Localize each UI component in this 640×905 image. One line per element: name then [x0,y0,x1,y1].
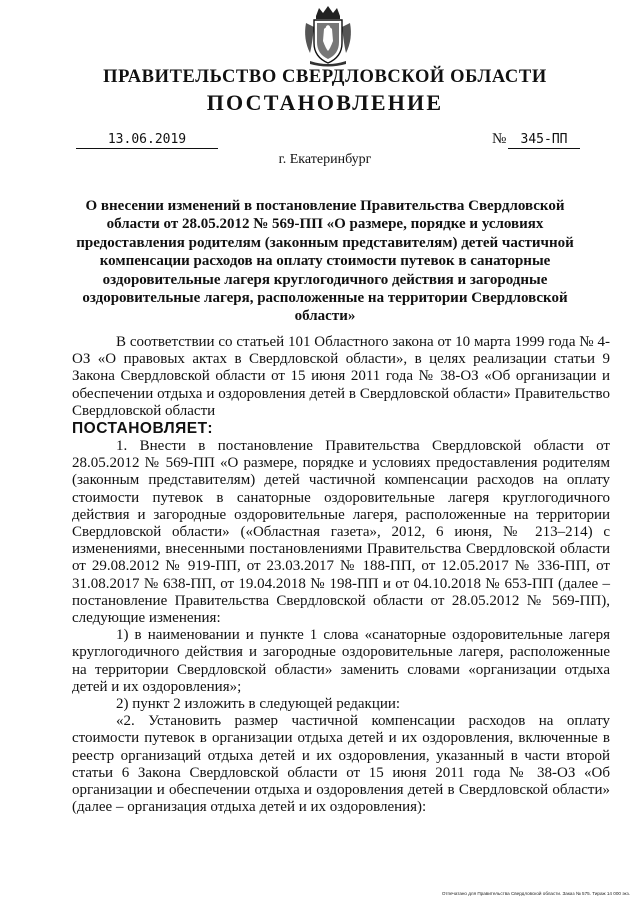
item-1-1-paragraph: 1) в наименовании и пункте 1 слова «санаторные оздоровительные лагеря круглогодичного действия и загородные оздоровительные лагеря, расположенные на территории Свердловской области» заменить словами «организации отдыха детей и их оздоровления»; [72,627,610,695]
document-type: ПОСТАНОВЛЕНИЕ [206,90,444,115]
document-body [72,334,610,816]
document-date: 13.06.2019 [76,132,218,149]
print-footer: Отпечатано для Правительства Свердловской области. Заказ № 575. Тираж 14 000 экз. [441,891,630,896]
government-title: ПРАВИТЕЛЬСТВО СВЕРДЛОВСКОЙ ОБЛАСТИ [103,67,547,87]
item-1-2-paragraph: 2) пункт 2 изложить в следующей редакции: [116,696,401,713]
city: г. Екатеринбург [278,152,372,167]
document-heading: О внесении изменений в постановление Правительства Свердловской области от 28.05.2012 № 569-ПП «О размере, порядке и условиях предоставления родителям (законным представителям) детей частичной компенсации расходов на оплату стоимости путевок в санаторные оздоровительные лагеря круглогодичного действия и загородные оздоровительные лагеря, расположенные на территории Свердловской области» [76,198,574,325]
document-number: 345-ПП [508,132,580,149]
decree-word: ПОСТАНОВЛЯЕТ: [72,420,214,438]
preamble-paragraph: В соответствии со статьей 101 Областного закона от 10 марта 1999 года № 4-ОЗ «О правовых актах в Свердловской области», в целях реализации статьи 9 Закона Свердловской области от 15 июня 2011 года № 38-ОЗ «Об организации и обеспечении отдыха и оздоровления детей в Свердловской области» Правительство Свердловской области [72,334,610,419]
item-1-2-text-paragraph: «2. Установить размер частичной компенсации расходов на оплату стоимости путевок в организации отдыха детей и их оздоровления, включенные в реестр организаций отдыха детей и их оздоровления, указанный в части второй статьи 6 Закона Свердловской области от 15 июня 2011 года № 38-ОЗ «Об организации и обеспечении отдыха и оздоровления детей в Свердловской области» (далее – организация отдыха детей и их оздоровления): [72,713,610,816]
number-sign: № [492,131,507,147]
coat-of-arms-icon [302,5,354,67]
item-1-paragraph: 1. Внести в постановление Правительства Свердловской области от 28.05.2012 № 569-ПП «О размере, порядке и условиях предоставления родителям (законным представителям) детей частичной компенсации расходов на оплату стоимости путевок в санаторные оздоровительные лагеря круглогодичного действия и загородные оздоровительные лагеря, расположенные на территории Свердловской области» («Областная газета», 2012, 6 июня, № 213–214) с изменениями, внесенными постановлениями Правительства Свердловской области от 29.08.2012 № 919-ПП, от 23.03.2017 № 188-ПП, от 12.05.2017 № 336-ПП, от 31.08.2017 № 638-ПП, от 19.04.2018 № 198-ПП и от 04.10.2018 № 653-ПП (далее – постановление Правительства Свердловской области от 28.05.2012 № 569-ПП), следующие изменения: [72,438,610,627]
